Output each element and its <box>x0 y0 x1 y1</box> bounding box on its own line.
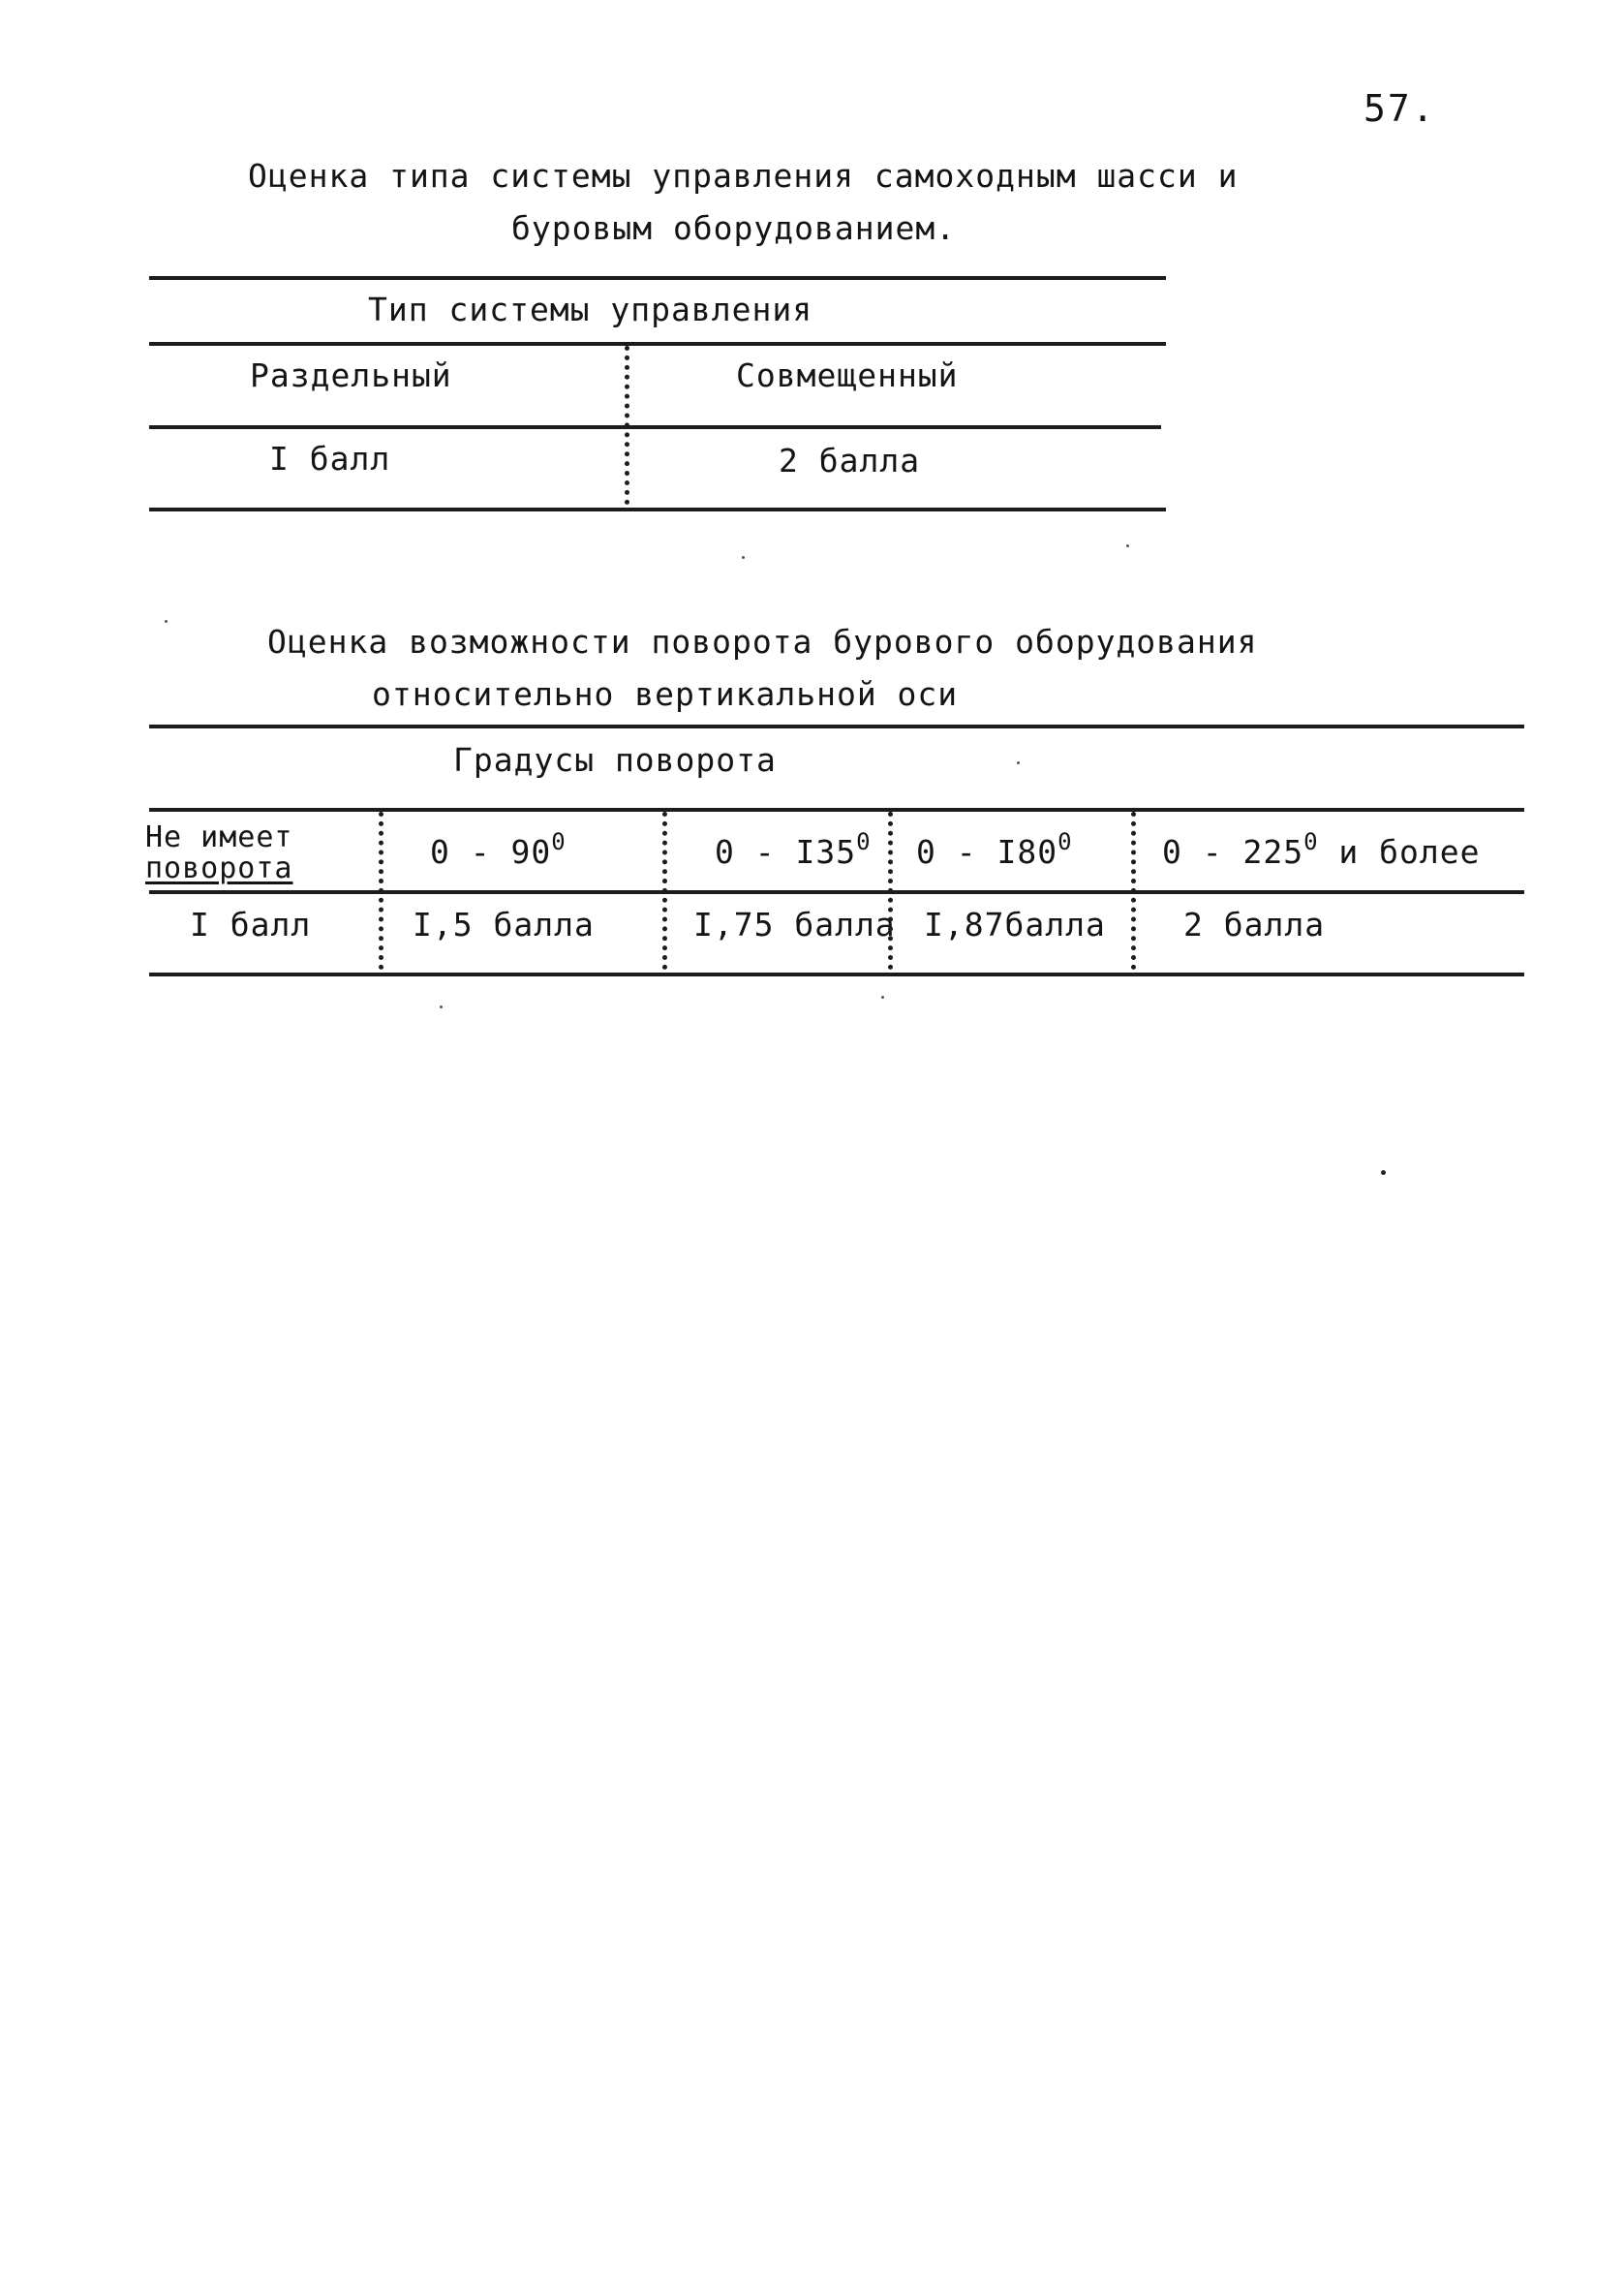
scan-speck <box>165 620 168 623</box>
table2-col-0-90-range: 0 - 90 <box>430 833 552 871</box>
table1-caption-line1: Оценка типа системы управления самоходным шасси и <box>248 157 1239 195</box>
table2-divider-3 <box>888 812 893 970</box>
table2-score-no-rotation: I балл <box>190 906 312 943</box>
table2-mid-rule <box>149 890 1524 894</box>
table1-bottom-rule <box>149 508 1166 511</box>
table1-group-header: Тип системы управления <box>368 291 813 328</box>
scan-speck <box>440 1005 443 1008</box>
scan-speck <box>1017 761 1020 764</box>
table2-col-no-rotation-line1: Не имеет <box>145 820 293 854</box>
table2-divider-1 <box>379 812 383 970</box>
table2-bottom-rule <box>149 973 1524 976</box>
table2-score-0-90: I,5 балла <box>413 906 595 943</box>
table2-col-0-135 <box>715 828 872 872</box>
table2-score-0-225: 2 балла <box>1183 906 1326 943</box>
table2-caption-line2: относительно вертикальной оси <box>372 675 959 713</box>
table2-col-0-225-range: 0 - 225 <box>1162 833 1304 871</box>
table2-caption-line1: Оценка возможности поворота бурового оборудования <box>267 623 1258 661</box>
table1-col-combined-header: Совмещенный <box>736 356 959 394</box>
table2-col-0-180-degree: 0 <box>1057 828 1073 855</box>
table2-col-0-180-range: 0 - I80 <box>916 833 1058 871</box>
table2-col-0-135-degree: 0 <box>856 828 872 855</box>
table1-top-rule <box>149 276 1166 280</box>
table2-divider-2 <box>662 812 667 970</box>
table2-col-0-225-suffix: и более <box>1318 833 1481 871</box>
scan-speck <box>1381 1170 1386 1175</box>
table2-col-0-135-range: 0 - I35 <box>715 833 857 871</box>
table2-col-0-225-degree: 0 <box>1303 828 1319 855</box>
table1-caption-line2: буровым оборудованием. <box>511 209 957 247</box>
table2-divider-4 <box>1131 812 1136 970</box>
table1-col-separate-header: Раздельный <box>250 356 452 394</box>
table2-header-rule <box>149 808 1524 812</box>
scan-speck <box>881 996 884 999</box>
scan-speck <box>742 556 745 559</box>
table1-score-combined: 2 балла <box>779 442 921 479</box>
table2-col-0-180 <box>916 828 1073 872</box>
page-number: 57. <box>1364 87 1436 130</box>
table1-header-rule <box>149 342 1166 346</box>
table2-score-0-180: I,87балла <box>924 906 1106 943</box>
table1-column-divider <box>625 346 629 505</box>
table1-score-separate: I балл <box>269 440 391 478</box>
table2-col-no-rotation-line2: поворота <box>145 851 293 885</box>
table2-col-0-90 <box>430 828 567 872</box>
table2-col-0-90-degree: 0 <box>551 828 567 855</box>
table2-score-0-135: I,75 балла <box>693 906 896 943</box>
table1-mid-rule <box>149 425 1161 429</box>
table2-group-header: Градусы поворота <box>453 741 777 779</box>
table2-col-0-225 <box>1162 828 1481 872</box>
scan-speck <box>1126 544 1129 547</box>
table2-top-rule <box>149 725 1524 728</box>
